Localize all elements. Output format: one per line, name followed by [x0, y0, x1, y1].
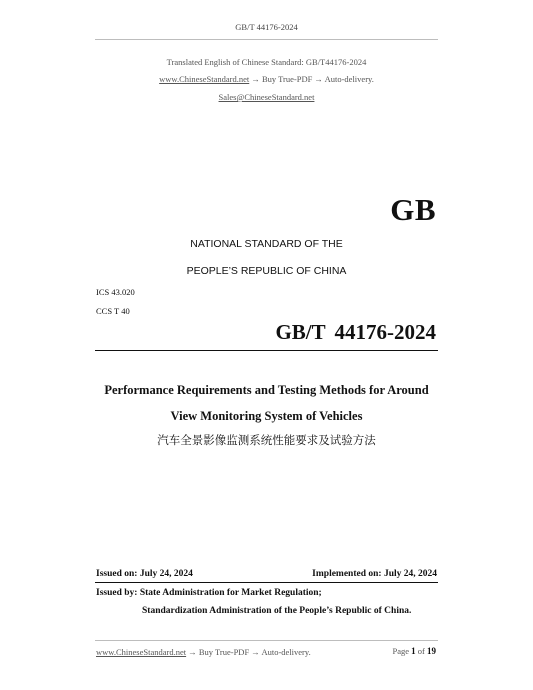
issue-divider — [95, 582, 438, 583]
footer-purchase-line — [96, 647, 311, 657]
purchase-line — [0, 74, 533, 84]
title-line1: Performance Requirements and Testing Methods for Around — [104, 383, 429, 397]
page-current: 1 — [411, 646, 416, 656]
code-divider — [95, 350, 438, 351]
page-of: of — [417, 646, 425, 656]
issued-date: Issued on: July 24, 2024 — [96, 569, 193, 579]
chinese-title: 汽车全景影像监测系统性能要求及试验方法 — [157, 433, 376, 447]
standard-code: GB/T 44176-2024 — [275, 320, 436, 344]
running-header: GB/T 44176-2024 — [235, 22, 298, 32]
email-link[interactable]: Sales@ChineseStandard.net — [218, 92, 315, 102]
ics-code: ICS 43.020 — [96, 287, 135, 297]
issued-by-line1: Issued by: State Administration for Market Regulation; — [96, 588, 322, 598]
implemented-date: Implemented on: July 24, 2024 — [312, 569, 437, 579]
national-standard-line1: NATIONAL STANDARD OF THE — [190, 238, 343, 250]
national-standard-line2: PEOPLE’S REPUBLIC OF CHINA — [186, 265, 347, 277]
ccs-code: CCS T 40 — [96, 306, 130, 316]
page-label: Page — [392, 646, 410, 656]
footer-site-link[interactable]: www.ChineseStandard.net — [96, 647, 187, 657]
title-line2: View Monitoring System of Vehicles — [170, 409, 363, 423]
translation-notice: Translated English of Chinese Standard: GB/T44176-2024 — [166, 57, 367, 67]
page-number — [393, 646, 437, 656]
footer-buy-text: → Buy True-PDF → Auto-delivery. — [186, 647, 311, 657]
email-line — [0, 92, 533, 102]
gb-mark: GB — [390, 192, 436, 227]
footer-divider — [95, 640, 438, 641]
site-link[interactable]: www.ChineseStandard.net — [159, 74, 250, 84]
buy-text: → Buy True-PDF → Auto-delivery. — [249, 74, 374, 84]
header-divider — [95, 39, 438, 40]
page-total: 19 — [427, 646, 436, 656]
issued-by-line2: Standardization Administration of the People’s Republic of China. — [142, 606, 412, 616]
